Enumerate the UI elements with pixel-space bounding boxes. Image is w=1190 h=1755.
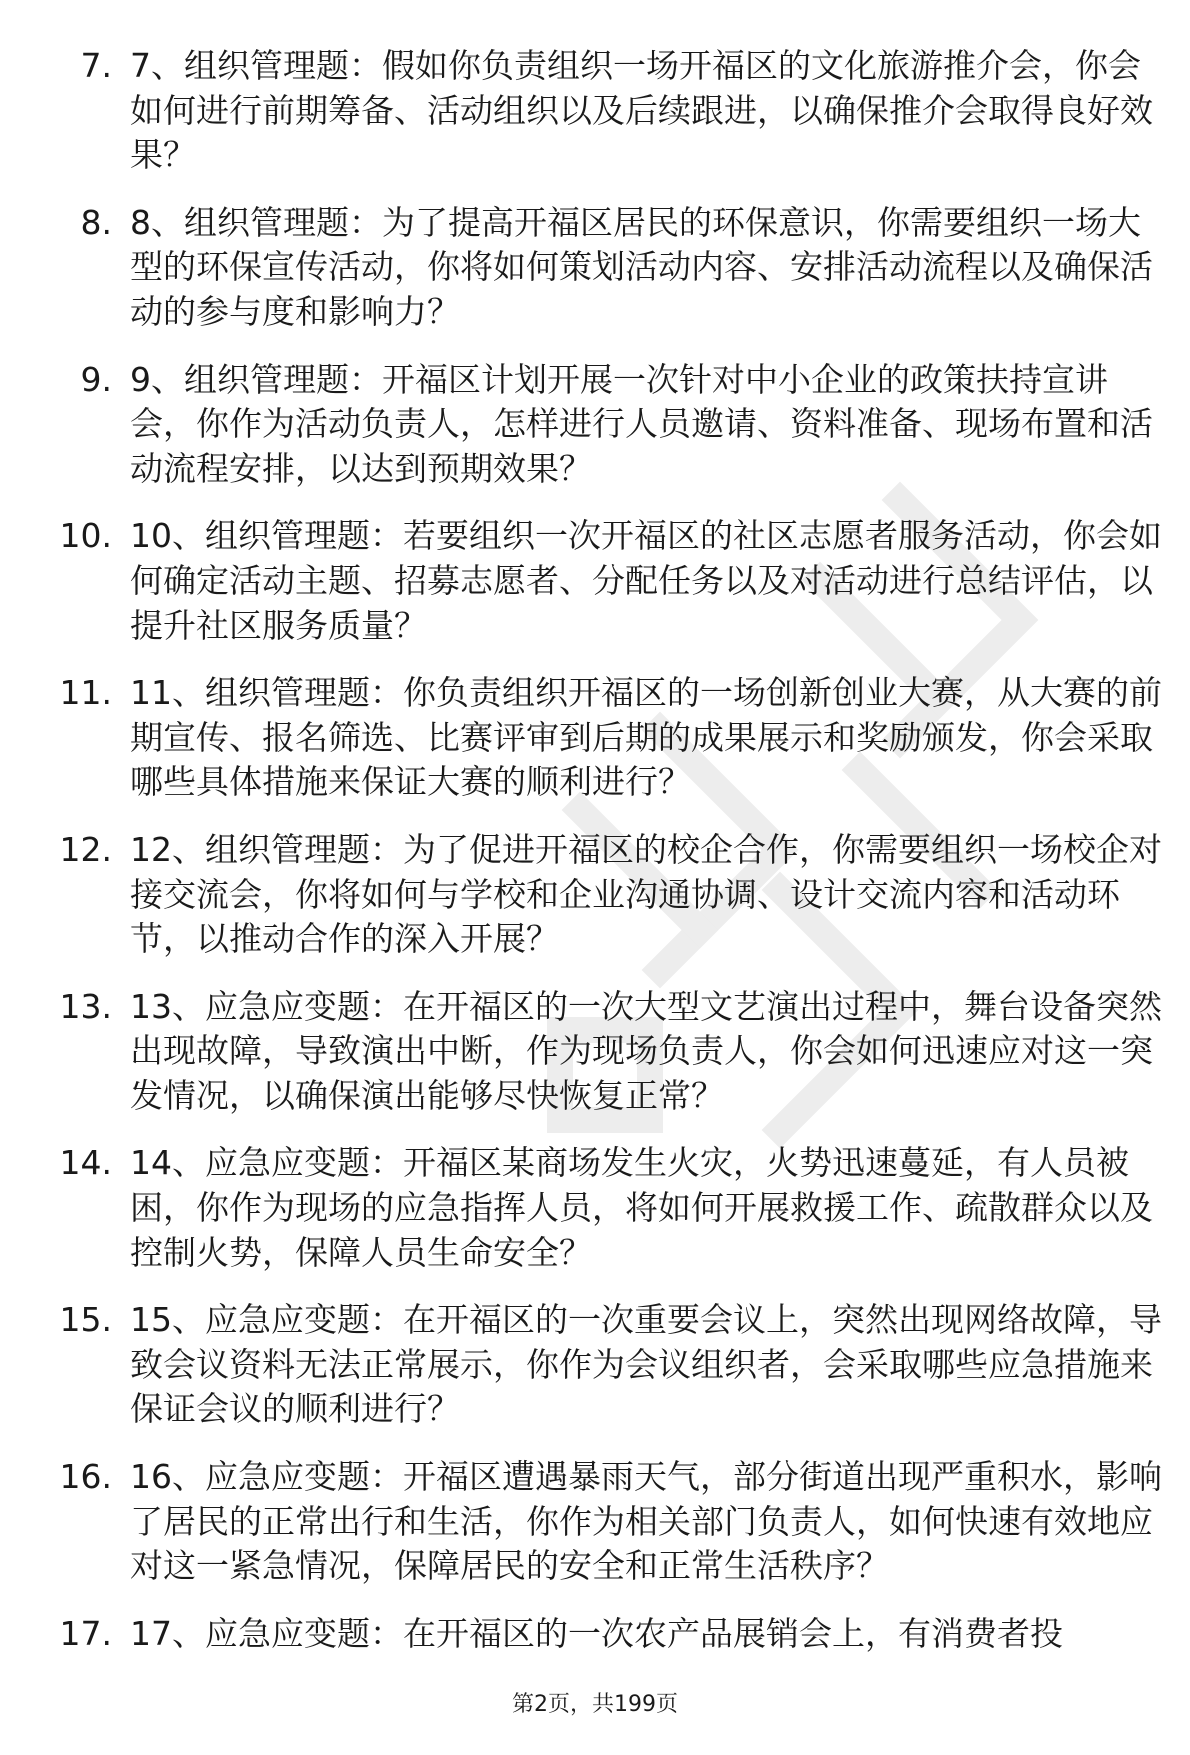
list-item-number: 17. bbox=[59, 1613, 112, 1653]
list-item-number: 8. bbox=[80, 202, 112, 242]
question-text: 17、应急应变题：在开福区的一次农产品展销会上，有消费者投 bbox=[130, 1613, 1063, 1653]
list-item bbox=[0, 671, 1190, 805]
question-text: 13、应急应变题：在开福区的一次大型文艺演出过程中，舞台设备突然出现故障，导致演出中断，作为现场负责人，你会如何迅速应对这一突发情况，以确保演出能够尽快恢复正常？ bbox=[130, 986, 1162, 1115]
question-text: 10、组织管理题：若要组织一次开福区的社区志愿者服务活动，你会如何确定活动主题、招募志愿者、分配任务以及对活动进行总结评估，以提升社区服务质量？ bbox=[130, 516, 1162, 645]
list-item-number: 15. bbox=[59, 1300, 112, 1340]
question-text: 12、组织管理题：为了促进开福区的校企合作，你需要组织一场校企对接交流会，你将如何与学校和企业沟通协调、设计交流内容和活动环节，以推动合作的深入开展？ bbox=[130, 829, 1162, 959]
list-item bbox=[0, 1612, 1190, 1657]
list-item bbox=[0, 358, 1190, 492]
list-item bbox=[0, 985, 1190, 1119]
list-item-number: 14. bbox=[59, 1143, 112, 1183]
list-item-number: 10. bbox=[59, 516, 112, 556]
question-text: 16、应急应变题：开福区遭遇暴雨天气，部分街道出现严重积水，影响了居民的正常出行和生活，你作为相关部门负责人，如何快速有效地应对这一紧急情况，保障居民的安全和正常生活秩序？ bbox=[130, 1457, 1162, 1586]
list-item bbox=[0, 44, 1190, 178]
list-item-number: 11. bbox=[59, 673, 112, 713]
list-item-number: 9. bbox=[80, 359, 112, 399]
list-item bbox=[0, 201, 1190, 335]
list-item-number: 16. bbox=[59, 1457, 112, 1497]
question-text: 14、应急应变题：开福区某商场发生火灾，火势迅速蔓延，有人员被困，你作为现场的应急指挥人员，将如何开展救援工作、疏散群众以及控制火势，保障人员生命安全？ bbox=[130, 1143, 1153, 1272]
list-item-number: 13. bbox=[59, 986, 112, 1026]
list-item-number: 7. bbox=[80, 46, 112, 85]
question-list bbox=[0, 44, 1190, 1679]
question-text: 9、组织管理题：开福区计划开展一次针对中小企业的政策扶持宣讲会，你作为活动负责人，怎样进行人员邀请、资料准备、现场布置和活动流程安排，以达到预期效果？ bbox=[130, 359, 1153, 488]
question-text: 7、组织管理题：假如你负责组织一场开福区的文化旅游推介会，你会如何进行前期筹备、活动组织以及后续跟进，以确保推介会取得良好效果？ bbox=[130, 46, 1153, 175]
list-item bbox=[0, 1455, 1190, 1589]
list-item bbox=[0, 1298, 1190, 1432]
page-number: 第2页，共199页 bbox=[512, 1692, 678, 1717]
question-text: 8、组织管理题：为了提高开福区居民的环保意识，你需要组织一场大型的环保宣传活动，你将如何策划活动内容、安排活动流程以及确保活动的参与度和影响力？ bbox=[130, 202, 1153, 331]
list-item bbox=[0, 1141, 1190, 1275]
list-item-number: 12. bbox=[59, 829, 112, 869]
question-text: 11、组织管理题：你负责组织开福区的一场创新创业大赛，从大赛的前期宣传、报名筛选、比赛评审到后期的成果展示和奖励颁发，你会采取哪些具体措施来保证大赛的顺利进行？ bbox=[130, 673, 1162, 802]
list-item bbox=[0, 828, 1190, 962]
list-item bbox=[0, 514, 1190, 648]
question-text: 15、应急应变题：在开福区的一次重要会议上，突然出现网络故障，导致会议资料无法正常展示，你作为会议组织者，会采取哪些应急措施来保证会议的顺利进行？ bbox=[130, 1300, 1162, 1429]
